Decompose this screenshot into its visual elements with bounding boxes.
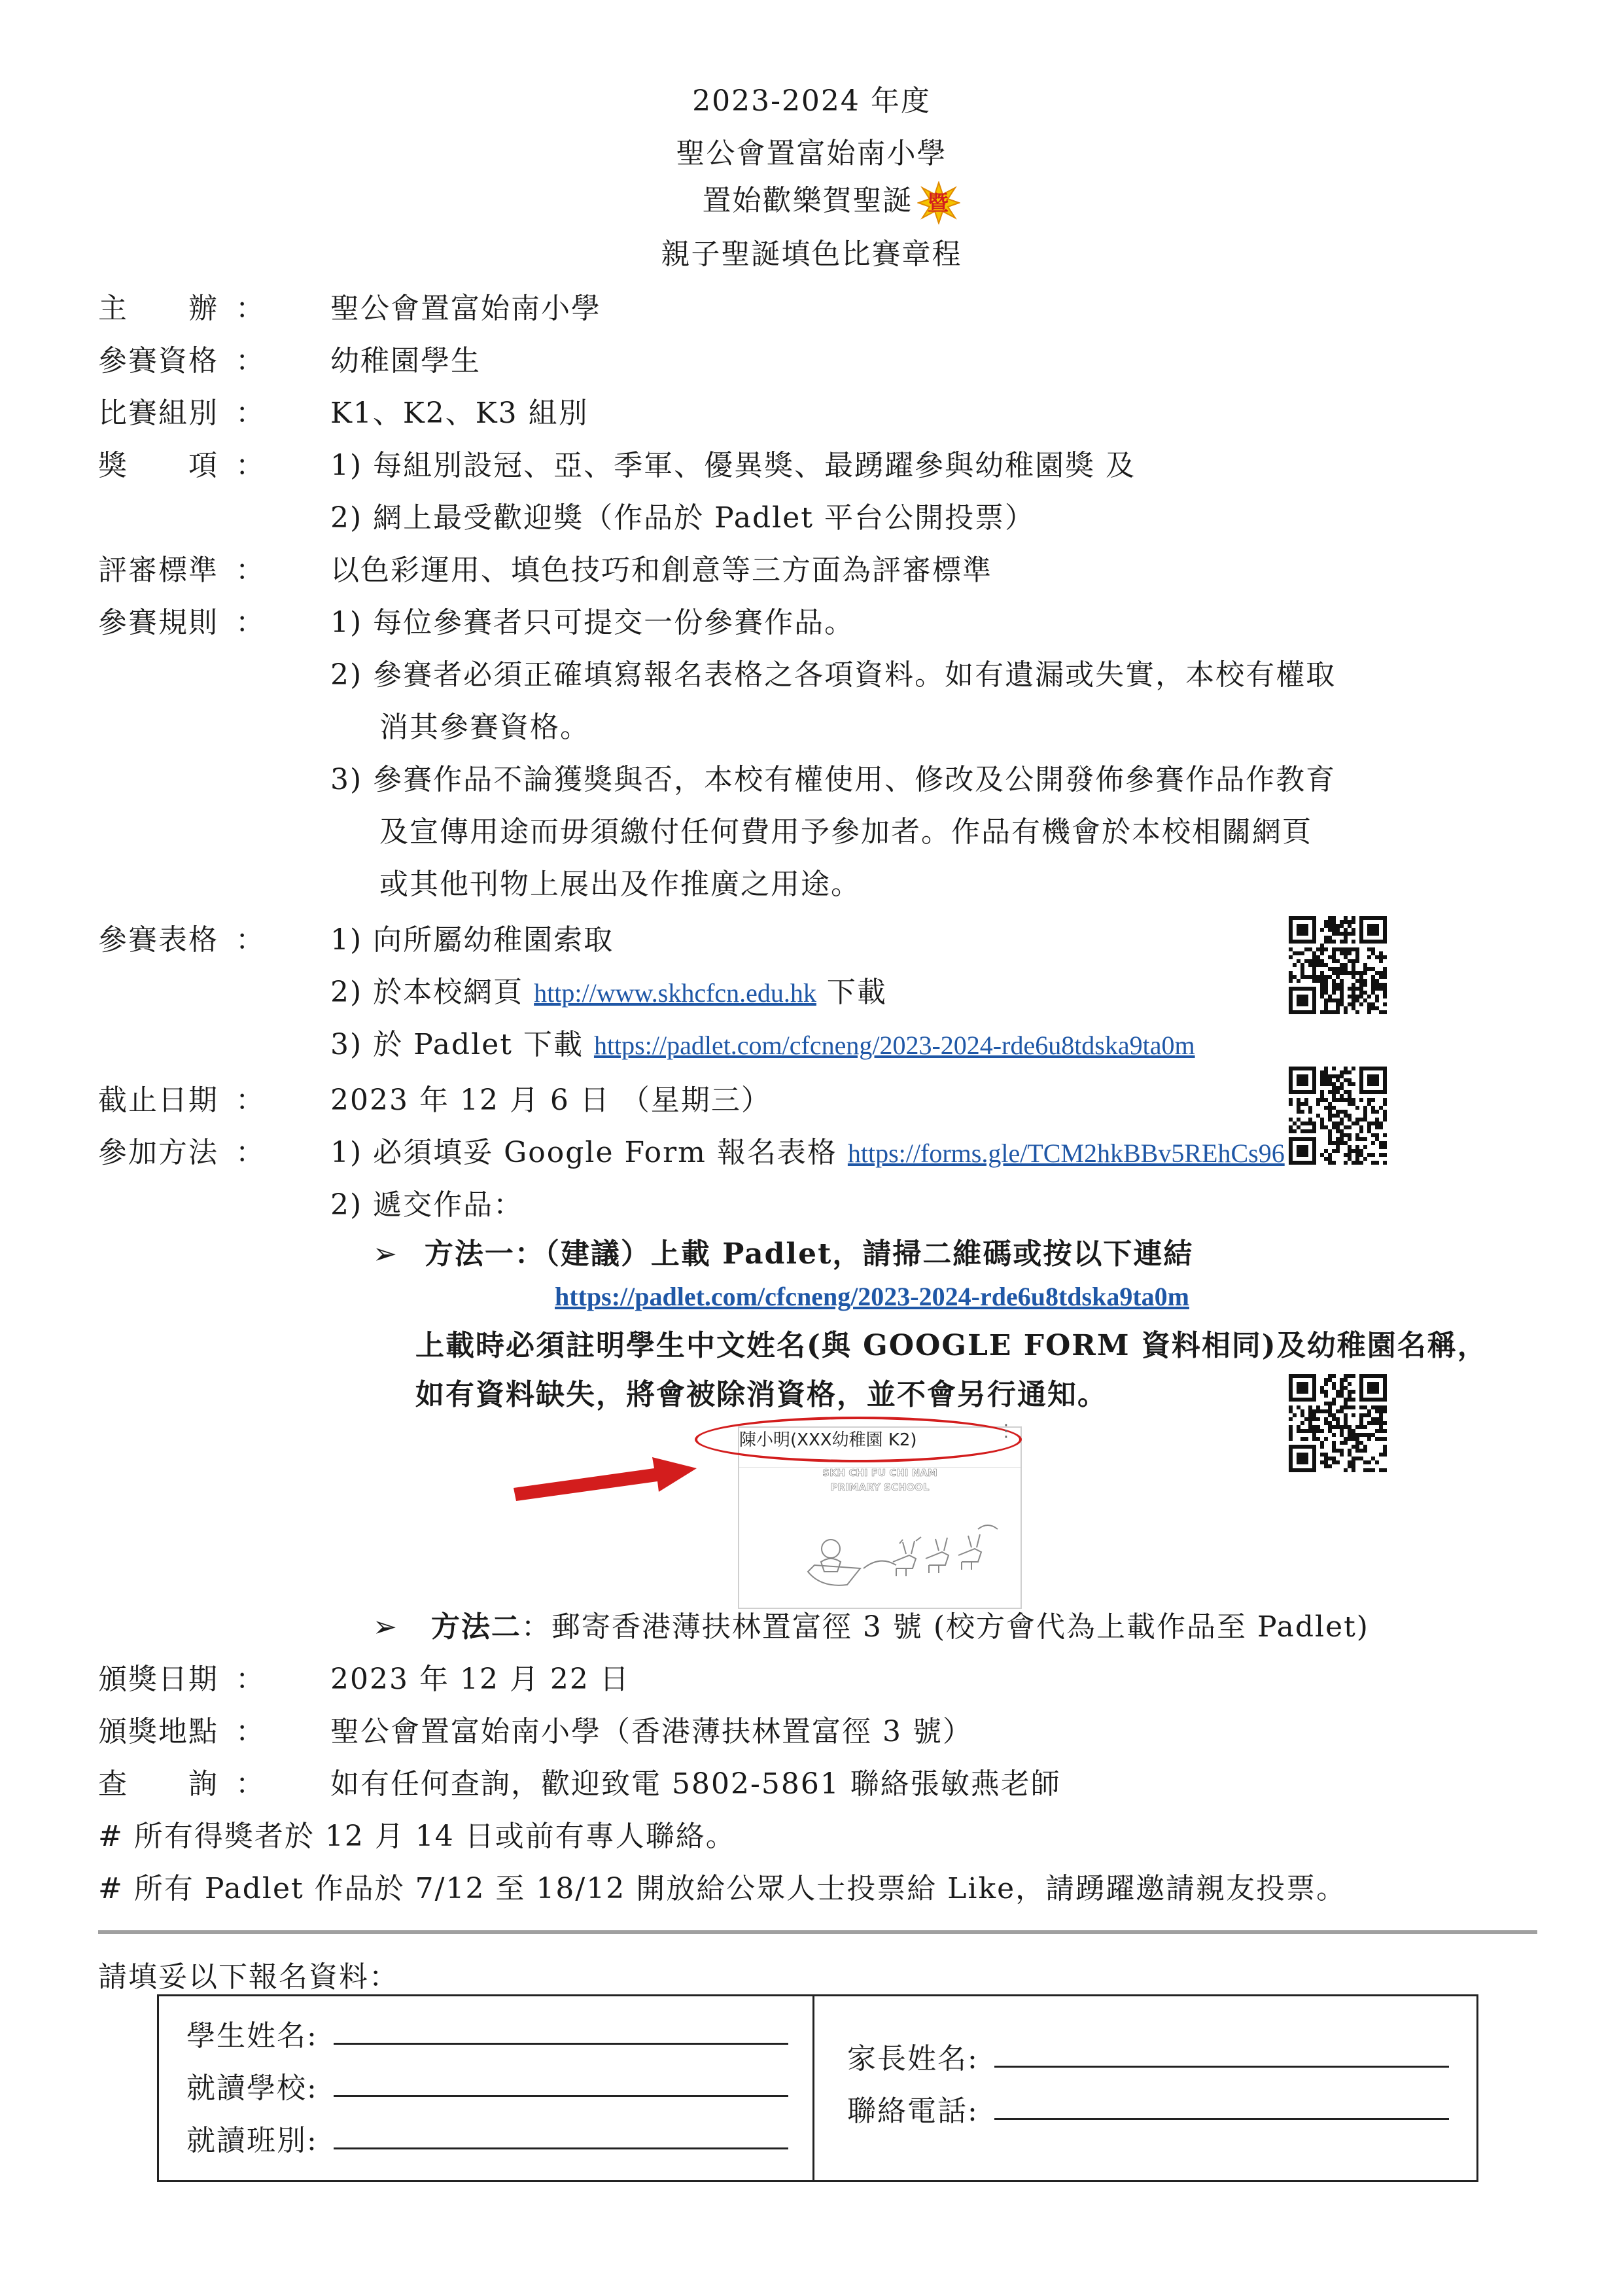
organizer-label: 主 辦: [98, 292, 218, 325]
eligibility-value: 幼稚園學生: [330, 344, 481, 378]
method-item-2: 2) 遞交作品：: [330, 1188, 524, 1222]
groups-label: 比賽組別: [98, 397, 218, 430]
method-item-1: [330, 1129, 1285, 1171]
option-2-text: ：郵寄香港薄扶林置富徑 3 號 (校方會代為上載作品至 Padlet): [521, 1610, 1369, 1644]
colon: ：: [236, 397, 264, 430]
red-arrow-icon: [514, 1454, 697, 1506]
rules-item-2-cont: 消其參賽資格。: [379, 711, 590, 744]
phone-field[interactable]: [994, 2118, 1449, 2120]
colon: ：: [236, 606, 264, 639]
awards-item-2: 2) 網上最受歡迎獎（作品於 Padlet 平台公開投票）: [330, 501, 1035, 535]
colon: ：: [236, 1136, 264, 1169]
school-name: 聖公會置富始南小學: [676, 137, 947, 170]
badge-text: 暨: [927, 190, 950, 215]
padlet-download-link[interactable]: https://padlet.com/cfcneng/2023-2024-rde6u8tdska9ta0m: [593, 1031, 1195, 1060]
event-name: [0, 177, 1623, 224]
deadline-label: 截止日期: [98, 1084, 218, 1117]
rules-item-2: 2) 參賽者必須正確填寫報名表格之各項資料。如有遺漏或失實，本校有權取: [330, 658, 1336, 692]
document-title: 親子聖誕填色比賽章程: [661, 238, 962, 271]
padlet-school-line-1: SKH CHI FU CHI NAM: [822, 1467, 937, 1479]
phone-label: 聯絡電話:: [847, 2094, 979, 2128]
colon: ：: [236, 554, 264, 587]
class-field[interactable]: [334, 2147, 788, 2149]
forms-label: 參賽表格: [98, 923, 218, 957]
award-venue-label: 頒獎地點: [98, 1715, 218, 1748]
rules-label: 參賽規則: [98, 606, 218, 639]
rules-item-3: 3) 參賽作品不論獲獎與否，本校有權使用、修改及公開發佈參賽作品作教育: [330, 763, 1336, 796]
colon: ：: [236, 1084, 264, 1117]
judging-label: 評審標準: [98, 554, 218, 587]
rules-item-1: 1) 每位參賽者只可提交一份參賽作品。: [330, 606, 855, 639]
parent-name-field[interactable]: [994, 2066, 1449, 2068]
option-1-note-1: 上載時必須註明學生中文姓名(與 GOOGLE FORM 資料相同)及幼稚園名稱，: [415, 1329, 1488, 1362]
eligibility-label: 參賽資格: [98, 344, 218, 378]
forms-item-2-text: 2) 於本校網頁: [330, 976, 534, 1009]
starburst-badge-icon: [917, 181, 960, 224]
more-options-icon: ⋮: [998, 1421, 1015, 1441]
qr-code-forms: [1289, 916, 1387, 1014]
event-name-text: 置始歡樂賀聖誕: [702, 184, 913, 217]
school-website-link[interactable]: http://www.skhcfcn.edu.hk: [534, 978, 816, 1008]
colon: ：: [236, 292, 264, 325]
colon: ：: [236, 1715, 264, 1748]
qr-code-google-form: [1289, 1067, 1387, 1165]
santa-sleigh-icon: [801, 1510, 1011, 1601]
colon: ：: [236, 1663, 264, 1696]
rules-item-3-cont-1: 及宣傳用途而毋須繳付任何費用予參加者。作品有機會於本校相關網頁: [379, 815, 1312, 849]
registration-form-box: [157, 1994, 1478, 2182]
rules-item-3-cont-2: 或其他刊物上展出及作推廣之用途。: [379, 868, 861, 901]
forms-item-1: 1) 向所屬幼稚園索取: [330, 923, 614, 957]
note-1: # 所有得獎者於 12 月 14 日或前有專人聯絡。: [98, 1820, 736, 1853]
awards-item-1: 1) 每組別設冠、亞、季軍、優異獎、最踴躍參與幼稚園獎 及: [330, 449, 1136, 482]
colon: ：: [236, 449, 264, 482]
deadline-value: 2023 年 12 月 6 日 （星期三）: [330, 1084, 771, 1117]
organizer-value: 聖公會置富始南小學: [330, 292, 601, 325]
arrow-bullet-icon: ➢: [373, 1237, 398, 1271]
award-date-value: 2023 年 12 月 22 日: [330, 1663, 630, 1696]
qr-code-padlet: [1289, 1374, 1387, 1472]
option-1-padlet-link-line: [555, 1279, 1189, 1313]
padlet-school-line-2: PRIMARY SCHOOL: [830, 1481, 930, 1493]
option-1-note-2: 如有資料缺失，將會被除消資格，並不會另行通知。: [415, 1378, 1108, 1411]
section-divider: [98, 1930, 1537, 1934]
form-heading: 請填妥以下報名資料：: [98, 1960, 399, 1994]
forms-item-2: [330, 968, 887, 1010]
qr-code-icon[interactable]: [1289, 916, 1387, 1014]
judging-value: 以色彩運用、填色技巧和創意等三方面為評審標準: [330, 554, 992, 587]
awards-label: 獎 項: [98, 449, 218, 482]
enquiry-label: 查 詢: [98, 1767, 218, 1801]
option-2-label: 方法二: [430, 1610, 521, 1644]
forms-item-3-text: 3) 於 Padlet 下載: [330, 1028, 594, 1061]
school-field[interactable]: [334, 2095, 788, 2097]
school-label: 就讀學校:: [186, 2072, 318, 2105]
qr-code-icon[interactable]: [1289, 1067, 1387, 1165]
award-venue-value: 聖公會置富始南小學（香港薄扶林置富徑 3 號）: [330, 1715, 973, 1748]
academic-year: 2023-2024 年度: [692, 84, 931, 118]
award-date-label: 頒獎日期: [98, 1663, 218, 1696]
padlet-upload-link[interactable]: https://padlet.com/cfcneng/2023-2024-rde6u8tdska9ta0m: [555, 1282, 1189, 1311]
arrow-bullet-icon: ➢: [373, 1610, 398, 1644]
class-label: 就讀班別:: [186, 2124, 318, 2157]
student-name-field[interactable]: [334, 2043, 788, 2045]
colon: ：: [236, 923, 264, 957]
google-form-link[interactable]: https://forms.gle/TCM2hkBBv5REhCs96: [847, 1139, 1285, 1168]
forms-item-2-suffix: 下載: [816, 976, 887, 1009]
enquiry-value: 如有任何查詢，歡迎致電 5802-5861 聯絡張敏燕老師: [330, 1767, 1061, 1801]
note-2: # 所有 Padlet 作品於 7/12 至 18/12 開放給公眾人士投票給 Like，請踴躍邀請親友投票。: [98, 1872, 1347, 1905]
forms-item-3: [330, 1021, 1195, 1063]
option-1-text: 方法一：（建議）上載 Padlet，請掃二維碼或按以下連結: [424, 1237, 1194, 1271]
form-column-divider: [812, 1994, 814, 2182]
method-item-1-text: 1) 必須填妥 Google Form 報名表格: [330, 1136, 848, 1169]
option-2-line: [373, 1603, 1369, 1645]
qr-code-icon[interactable]: [1289, 1374, 1387, 1472]
method-label: 參加方法: [98, 1136, 218, 1169]
colon: ：: [236, 344, 264, 378]
groups-value: K1、K2、K3 組別: [330, 397, 589, 430]
option-1-line: [373, 1230, 1193, 1272]
colon: ：: [236, 1767, 264, 1801]
padlet-post-title: 陳小明(XXX幼稚園 K2): [739, 1430, 917, 1450]
student-name-label: 學生姓名:: [186, 2019, 318, 2053]
parent-name-label: 家長姓名:: [847, 2042, 979, 2075]
